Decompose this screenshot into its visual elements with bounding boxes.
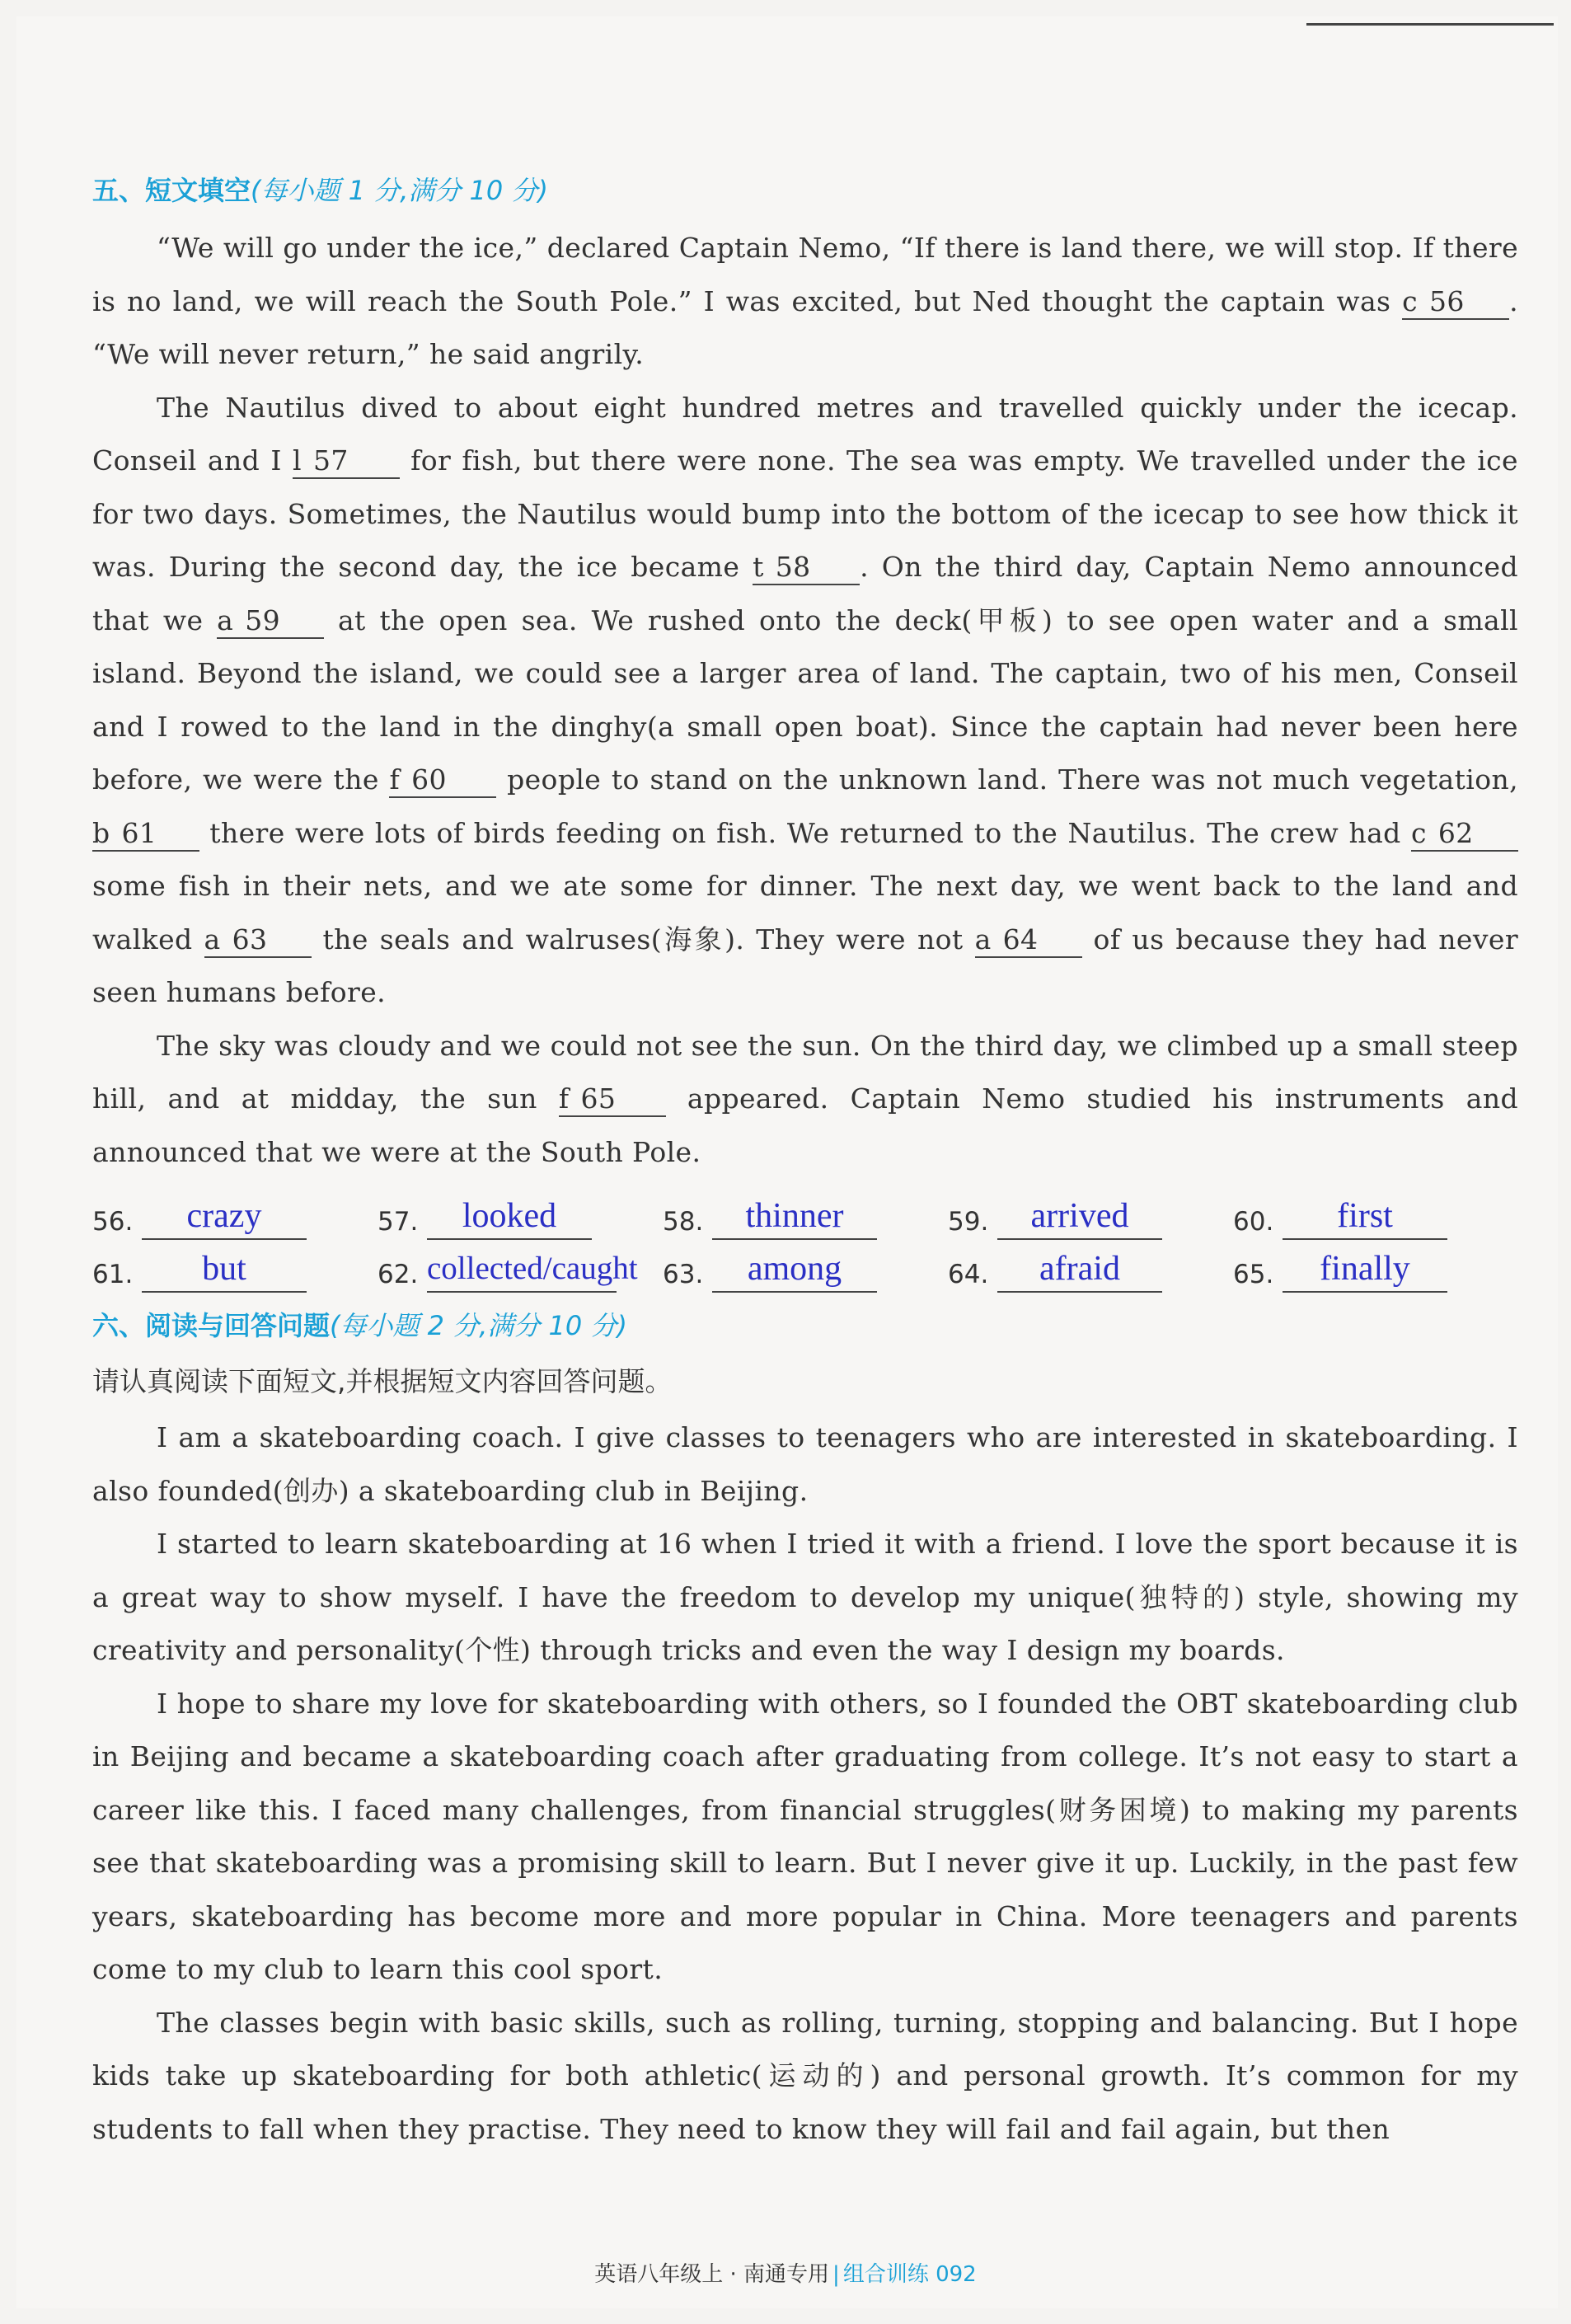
section6-note: (每小题 2 分,满分 10 分) [330, 1310, 627, 1341]
page-footer [0, 2257, 1571, 2288]
blank-first-letter: c [1411, 816, 1427, 849]
blank-number: 62 [1437, 816, 1474, 849]
blank-number: 56 [1429, 284, 1465, 317]
blank-number: 61 [121, 816, 157, 849]
answer-number: 63. [663, 1260, 704, 1289]
blank-61 [92, 817, 199, 852]
section6-passage [92, 1411, 1518, 2156]
answer-number: 65. [1233, 1260, 1274, 1289]
content [92, 169, 1518, 2156]
blank-number: 59 [245, 603, 281, 636]
section5-note: (每小题 1 分,满分 10 分) [251, 175, 548, 206]
section6-title: 六、阅读与回答问题 [92, 1310, 331, 1341]
blank-58 [753, 551, 860, 585]
passage-text: people to stand on the unknown land. There was not much vegetation, [496, 763, 1519, 796]
section5-title: 五、短文填空 [92, 175, 251, 206]
passage-text: . On the third day, Captain Nemo announced that we [92, 551, 1518, 636]
passage-text: there were lots of birds feeding on fish. We returned to the Nautilus. The crew had [199, 816, 1411, 849]
passage-text: “We will go under the ice,” declared Captain Nemo, “If there is land there, we will stop. If there is no land, we will reach the South Pole.” I was excited, but Ned thought the captain was [92, 232, 1518, 317]
handwritten-answer: looked [427, 1194, 592, 1240]
passage-text: at the open sea. We rushed onto the deck(甲板) to see open water and a small island. Beyond the island, we could see a larger area of land. The captain, two of his men, Conseil and I rowed to the land in the dinghy(a small open boat). Since the captain had never been here before, we were the [92, 603, 1518, 796]
answer-item [948, 1194, 1233, 1240]
answer-item [92, 1194, 378, 1240]
blank-number: 64 [1002, 923, 1039, 955]
blank-number: 65 [580, 1082, 617, 1115]
blank-first-letter: b [92, 816, 110, 849]
reading-paragraph: The classes begin with basic skills, such as rolling, turning, stopping and balancing. But I hope kids take up skateboarding for both athletic(运动的) and personal growth. It’s common for my students to fall when they practise. They need to know they will fail and fail again, but then [92, 2006, 1518, 2145]
blank-first-letter: f [389, 763, 401, 796]
answer-number: 61. [92, 1260, 134, 1289]
blank-number: 58 [775, 551, 811, 583]
passage-paragraph [92, 1020, 1518, 1180]
reading-paragraph: I hope to share my love for skateboarding with others, so I founded the OBT skateboarding club in Beijing and became a skateboarding coach after graduating from college. It’s not easy to start a career like this. I faced many challenges, from financial struggles(财务困境) to making my parents see that skateboarding was a promising skill to learn. But I never give it up. Luckily, in the past few years, skateboarding has become more and more popular in China. More teenagers and parents come to my club to learn this cool sport. [92, 1687, 1518, 1985]
handwritten-answer: finally [1283, 1247, 1447, 1293]
passage-paragraph [92, 382, 1518, 1020]
section6-instruction: 请认真阅读下面短文,并根据短文内容回答问题。 [92, 1365, 673, 1397]
blank-64 [975, 923, 1082, 958]
footer-book: 英语八年级上 · 南通专用 [594, 2262, 830, 2287]
blank-first-letter: a [974, 923, 992, 955]
blank-56 [1402, 285, 1509, 320]
blank-63 [204, 923, 312, 958]
blank-65 [559, 1082, 666, 1117]
handwritten-answer: arrived [997, 1194, 1162, 1240]
blank-first-letter: a [217, 603, 234, 636]
answer-row [92, 1240, 1518, 1293]
answer-item [663, 1247, 948, 1293]
answer-item [948, 1247, 1233, 1293]
passage-text: appeared. Captain Nemo studied his instruments and announced that we were at the South Pole. [92, 1082, 1519, 1168]
passage-paragraph [92, 222, 1518, 382]
passage-text: some fish in their nets, and we ate some for dinner. The next day, we went back to the land and walked [92, 870, 1518, 955]
blank-first-letter: a [204, 923, 221, 955]
passage-text: . “We will never return,” he said angrily. [92, 284, 1518, 370]
answer-number: 56. [92, 1207, 134, 1237]
handwritten-answer: afraid [997, 1247, 1162, 1293]
answer-number: 60. [1233, 1207, 1274, 1237]
answer-row [92, 1187, 1518, 1240]
blank-first-letter: t [753, 551, 764, 583]
handwritten-answer: thinner [712, 1194, 877, 1240]
answer-item [1233, 1247, 1518, 1293]
handwritten-answer: collected/caught [427, 1247, 617, 1293]
blank-first-letter: f [558, 1082, 570, 1115]
passage-text: of us because they had never seen humans before. [92, 923, 1518, 1008]
section6-heading [92, 1304, 1518, 1347]
blank-number: 63 [232, 923, 268, 955]
blank-60 [389, 763, 496, 798]
answer-number: 58. [663, 1207, 704, 1237]
answer-item [378, 1247, 663, 1293]
handwritten-answer: among [712, 1247, 877, 1293]
passage-text: the seals and walruses(海象). They were not [311, 923, 975, 955]
answer-item [1233, 1194, 1518, 1240]
blank-number: 60 [411, 763, 447, 796]
blank-59 [217, 604, 324, 639]
handwritten-answer: crazy [142, 1194, 307, 1240]
footer-divider: | [832, 2262, 840, 2287]
answer-item [378, 1194, 663, 1240]
passage-text: The Nautilus dived to about eight hundred metres and travelled quickly under the icecap. Conseil and I [92, 391, 1518, 477]
blank-first-letter: l [292, 444, 302, 477]
blank-first-letter: c [1402, 284, 1418, 317]
answer-number: 62. [378, 1260, 419, 1289]
section5-heading [92, 169, 1518, 212]
answer-number: 59. [948, 1207, 989, 1237]
answer-number: 57. [378, 1207, 419, 1237]
section5-passage [92, 222, 1518, 1179]
handwritten-answer: but [142, 1247, 307, 1293]
blank-62 [1411, 817, 1518, 852]
blank-number: 57 [312, 444, 349, 477]
answer-item [92, 1247, 378, 1293]
reading-paragraph: I started to learn skateboarding at 16 when I tried it with a friend. I love the sport because it is a great way to show myself. I have the freedom to develop my unique(独特的) style, showing my creativity and personality(个性) through tricks and even the way I design my boards. [92, 1528, 1518, 1666]
passage-text: The sky was cloudy and we could not see the sun. On the third day, we climbed up a small steep hill, and at midday, the sun [92, 1029, 1518, 1115]
footer-section: 组合训练 [842, 2262, 929, 2287]
top-rule [1306, 23, 1554, 26]
reading-paragraph: I am a skateboarding coach. I give classes to teenagers who are interested in skateboarding. I also founded(创办) a skateboarding club in Beijing. [92, 1421, 1518, 1507]
answer-item [663, 1194, 948, 1240]
passage-text: for fish, but there were none. The sea was empty. We travelled under the ice for two days. Sometimes, the Nautilus would bump into the bottom of the icecap to see how thick it was. During the second day, the ice became [92, 444, 1518, 583]
answer-grid [92, 1187, 1518, 1293]
blank-57 [293, 444, 400, 479]
handwritten-answer: first [1283, 1194, 1447, 1240]
answer-number: 64. [948, 1260, 989, 1289]
footer-page-number: 092 [936, 2262, 977, 2287]
